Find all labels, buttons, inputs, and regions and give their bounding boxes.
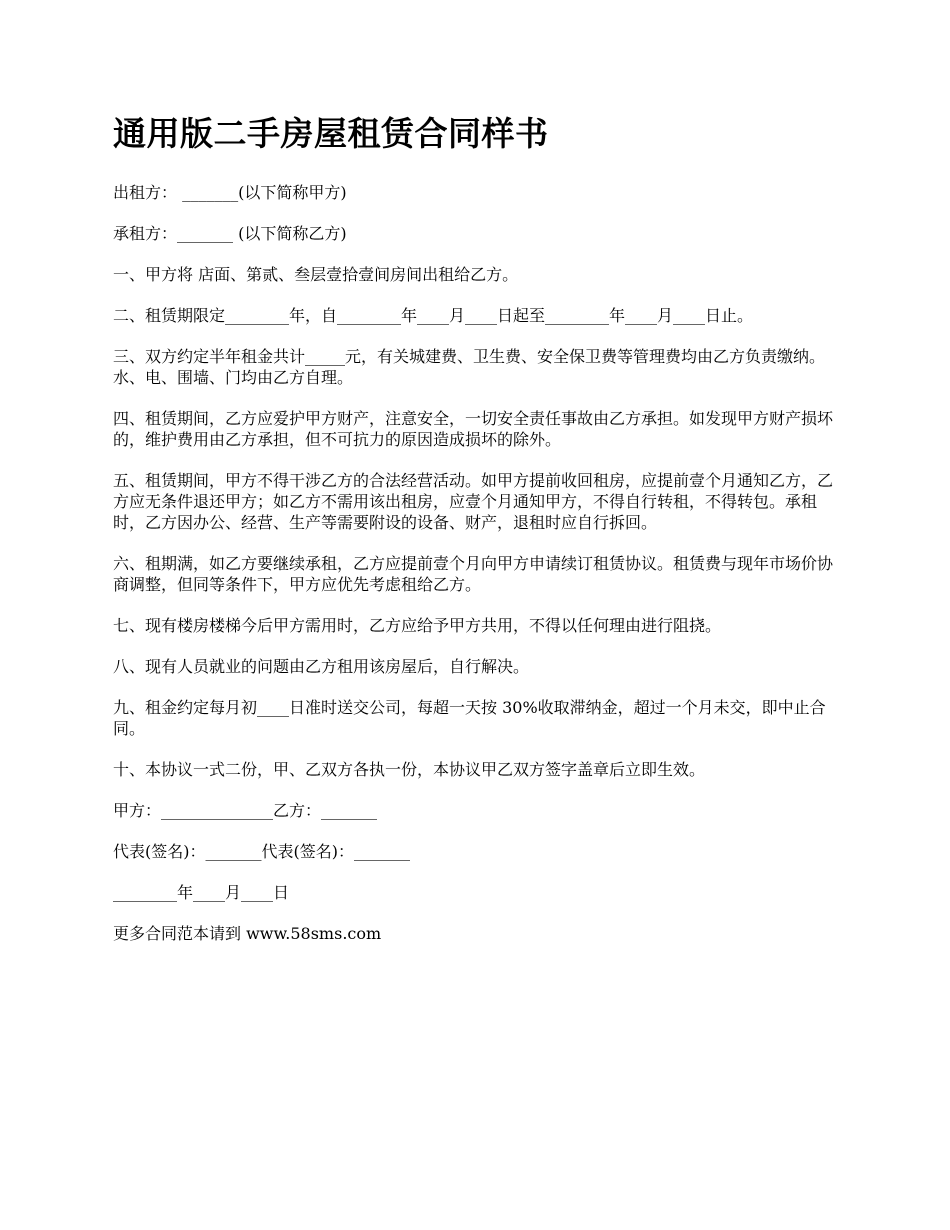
clause-10: 十、本协议一式二份，甲、乙双方各执一份，本协议甲乙双方签字盖章后立即生效。 [113,760,706,779]
lessee-line: 承租方：_______ (以下简称乙方) [113,224,347,243]
clause-7: 七、现有楼房楼梯今后甲方需用时，乙方应给予甲方共用，不得以任何理由进行阻挠。 [113,616,722,635]
clause-1: 一、甲方将 店面、第贰、叁层壹拾壹间房间出租给乙方。 [113,265,519,284]
clause-4: 四、租赁期间，乙方应爱护甲方财产，注意安全，一切安全责任事故由乙方承担。如发现甲方财产损坏的，维护费用由乙方承担，但不可抗力的原因造成损坏的除外。 [113,409,834,449]
clause-8: 八、现有人员就业的问题由乙方租用该房屋后，自行解决。 [113,657,530,676]
party-signature-line: 甲方：______________乙方：_______ [113,801,378,820]
lessor-line: 出租方： _______(以下简称甲方) [113,183,347,202]
clause-6: 六、租期满，如乙方要继续承租，乙方应提前壹个月向甲方申请续订租赁协议。租赁费与现年市场价协商调整，但同等条件下，甲方应优先考虑租给乙方。 [113,554,834,594]
document-page [113,112,843,964]
date-line: ________年____月____日 [113,883,290,902]
clause-2: 二、租赁期限定________年，自________年____月____日起至________年____月____日止。 [113,306,754,325]
clause-9: 九、租金约定每月初____日准时送交公司，每超一天按 30%收取滞纳金，超过一个月未交，即中止合同。 [113,698,826,738]
footer-note: 更多合同范本请到 www.58sms.com [113,924,382,943]
clause-5: 五、租赁期间，甲方不得干涉乙方的合法经营活动。如甲方提前收回租房，应提前壹个月通知乙方，乙方应无条件退还甲方；如乙方不需用该出租房，应壹个月通知甲方，不得自行转租，不得转包。承租时，乙方因办公、经营、生产等需要附设的设备、财产，退租时应自行拆回。 [113,471,834,532]
clause-3: 三、双方约定半年租金共计_____元，有关城建费、卫生费、安全保卫费等管理费均由乙方负责缴纳。水、电、围墙、门均由乙方自理。 [113,347,826,387]
document-title: 通用版二手房屋租赁合同样书 [113,114,549,153]
representative-signature-line: 代表(签名)：_______代表(签名)：_______ [113,842,410,861]
